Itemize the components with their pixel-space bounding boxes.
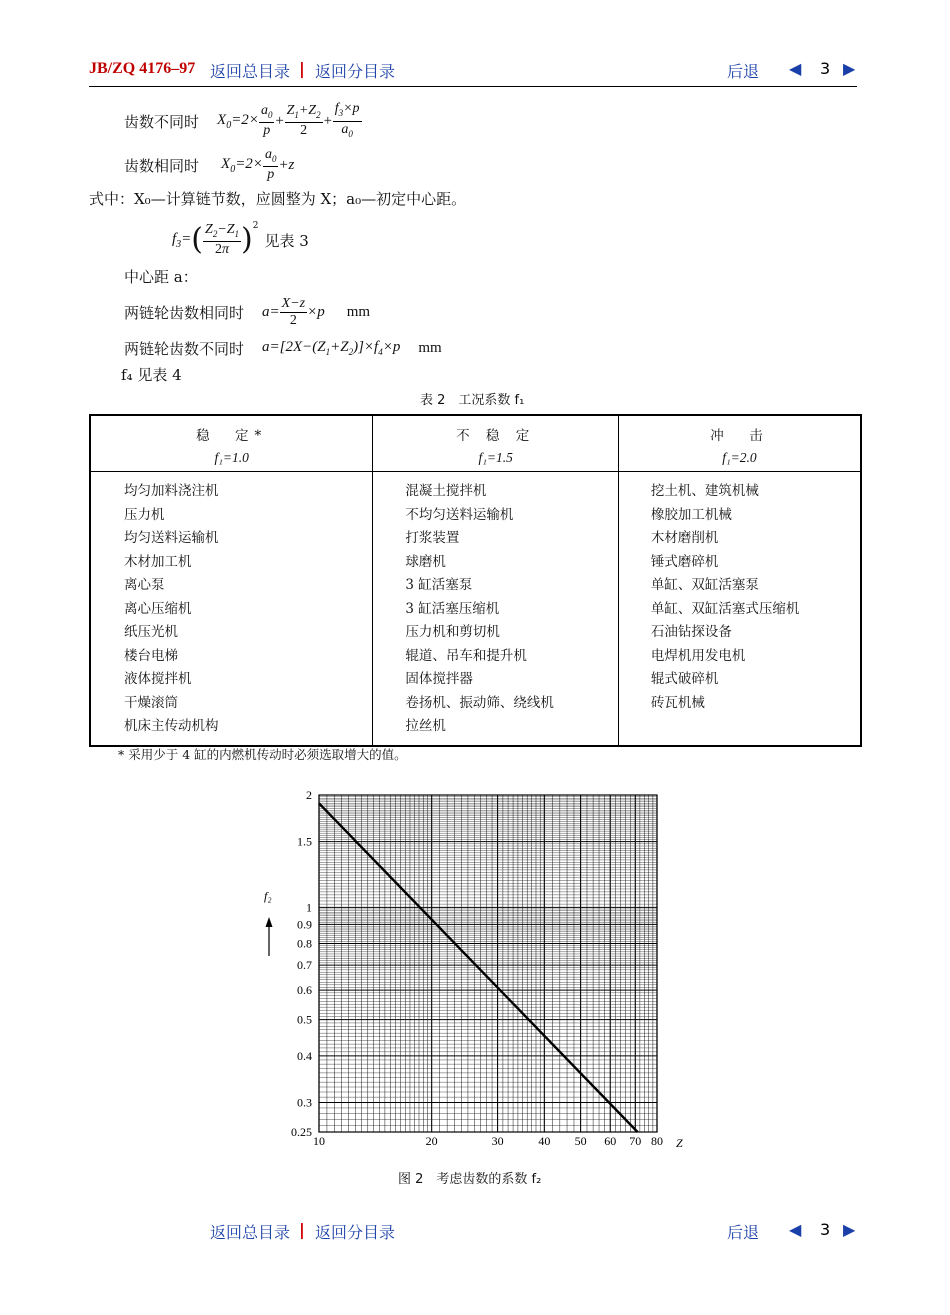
unit-mm-1: mm bbox=[346, 303, 371, 320]
x-tick-label: 50 bbox=[574, 1134, 587, 1148]
x-tick-label: 30 bbox=[491, 1134, 504, 1148]
list-item: 锤式磨碎机 bbox=[650, 553, 719, 570]
y-tick-label: 2 bbox=[306, 788, 312, 802]
list-item: 纸压光机 bbox=[124, 624, 178, 640]
col-steady-items bbox=[90, 472, 373, 746]
header-bar bbox=[89, 59, 859, 83]
footer-link-return-total-toc[interactable]: 返回总目录 bbox=[210, 1223, 291, 1242]
footer-back-link[interactable]: 后退 bbox=[727, 1223, 760, 1242]
list-item: 单缸、双缸活塞泵 bbox=[650, 577, 759, 593]
chart-series bbox=[319, 803, 638, 1132]
formula-a-same: 两链轮齿数相同时 a= $\frac{X-z}{2}$ ×p mm bbox=[124, 295, 371, 328]
y-axis-label: f₂ bbox=[264, 889, 272, 903]
f4-note: f₄ 见表 4 bbox=[121, 366, 182, 384]
chart-grid bbox=[319, 795, 657, 1132]
y-tick-label: 0.7 bbox=[297, 958, 312, 973]
list-item: 液体搅拌机 bbox=[124, 671, 192, 687]
f2-curve bbox=[319, 803, 638, 1132]
plot-frame bbox=[319, 795, 657, 1132]
list-item: 电焊机用发电机 bbox=[650, 647, 746, 664]
list-item: 混凝土搅拌机 bbox=[405, 483, 487, 499]
col-header-unsteady: 不 稳 定 f₁=1.5 bbox=[373, 415, 619, 472]
x-tick-label: 80 bbox=[651, 1134, 663, 1148]
y-tick-labels bbox=[291, 788, 312, 1139]
y-tick-label: 1 bbox=[306, 900, 312, 915]
list-item: 挖土机、建筑机械 bbox=[650, 483, 759, 499]
list-item: 固体搅拌器 bbox=[405, 671, 473, 687]
f3-note: 见表 3 bbox=[264, 231, 309, 250]
next-page-icon[interactable]: ▶ bbox=[843, 59, 856, 78]
y-tick-label: 0.4 bbox=[297, 1048, 312, 1063]
footer-link-return-sub-toc[interactable]: 返回分目录 bbox=[315, 1223, 396, 1242]
header-rule bbox=[89, 86, 857, 87]
x-tick-label: 60 bbox=[604, 1134, 617, 1148]
condition-factor-table bbox=[89, 414, 862, 747]
list-item: 均匀送料运输机 bbox=[124, 530, 219, 546]
where-text: 式中：X₀—计算链节数，应圆整为 X；a₀—初定中心距。 bbox=[89, 190, 467, 208]
list-item: 离心泵 bbox=[124, 577, 165, 593]
list-item: 楼台电梯 bbox=[124, 647, 178, 664]
list-item: 均匀加料浇注机 bbox=[124, 483, 219, 499]
center-distance-title: 中心距 a： bbox=[124, 268, 198, 286]
formula-a-diff: 两链轮齿数不同时 $a=[2X-(Z_1+Z_2)]\times f_4\times p$ mm bbox=[124, 339, 442, 358]
formula-x0-same: 齿数相同时 $X_0=2\times$ $\frac{a_0}{p}$ +z bbox=[124, 146, 295, 183]
list-item: 离心压缩机 bbox=[124, 600, 192, 617]
y-tick-label: 0.25 bbox=[291, 1125, 312, 1139]
list-item: 压力机 bbox=[124, 506, 165, 523]
list-item: 打浆装置 bbox=[405, 530, 460, 546]
list-item: 辊道、吊车和提升机 bbox=[405, 647, 527, 664]
col-header-steady: 稳 定* f₁=1.0 bbox=[90, 415, 373, 472]
formula-f3: $f_3=$ ( $\frac{Z_2-Z_1}{2\pi}$ ) $^2$ 见表 3 bbox=[172, 221, 309, 258]
figure-caption: 图 2 考虑齿数的系数 f₂ bbox=[398, 1172, 542, 1187]
x-tick-label: 20 bbox=[425, 1134, 438, 1148]
x-axis-label: Z bbox=[676, 1136, 683, 1150]
formula-diff-label: 齿数不同时 bbox=[124, 112, 200, 131]
y-tick-label: 0.9 bbox=[297, 917, 312, 932]
footer-page-number: 3 bbox=[820, 1220, 831, 1239]
list-item: 砖瓦机械 bbox=[650, 694, 705, 711]
standard-code: JB/ZQ 4176–97 bbox=[89, 60, 196, 77]
col-impact-items bbox=[618, 472, 861, 746]
list-item: 3 缸活塞泵 bbox=[405, 577, 473, 593]
table-title: 表 2 工况系数 f₁ bbox=[420, 393, 525, 408]
list-item: 辊式破碎机 bbox=[650, 671, 719, 687]
back-link[interactable]: 后退 bbox=[727, 62, 760, 81]
list-item: 橡胶加工机械 bbox=[650, 506, 732, 523]
unit-mm-2: mm bbox=[418, 339, 442, 356]
list-item: 球磨机 bbox=[405, 553, 446, 570]
footer-bar bbox=[89, 1220, 859, 1244]
y-tick-label: 0.3 bbox=[297, 1095, 312, 1110]
formula-same-label: 齿数相同时 bbox=[124, 156, 200, 175]
footer-next-page-icon[interactable]: ▶ bbox=[843, 1220, 856, 1239]
list-item: 压力机和剪切机 bbox=[405, 624, 500, 640]
formula-a-diff-label: 两链轮齿数不同时 bbox=[124, 339, 245, 358]
y-tick-label: 0.8 bbox=[297, 936, 312, 951]
col-unsteady-items bbox=[373, 472, 619, 746]
link-return-sub-toc[interactable]: 返回分目录 bbox=[315, 62, 396, 81]
list-item: 木材加工机 bbox=[124, 553, 192, 570]
list-item: 石油钻探设备 bbox=[650, 624, 732, 640]
page-number: 3 bbox=[820, 59, 831, 78]
link-separator: | bbox=[299, 59, 305, 78]
f2-chart bbox=[250, 785, 710, 1160]
col-header-impact: 冲 击 f₁=2.0 bbox=[618, 415, 861, 472]
prev-page-icon[interactable]: ◀ bbox=[789, 59, 802, 78]
y-axis-arrowhead bbox=[266, 917, 273, 927]
link-return-total-toc[interactable]: 返回总目录 bbox=[210, 62, 291, 81]
y-tick-label: 0.5 bbox=[297, 1012, 312, 1027]
list-item: 干燥滚筒 bbox=[124, 694, 178, 711]
list-item: 3 缸活塞压缩机 bbox=[405, 600, 500, 617]
x-tick-label: 10 bbox=[313, 1134, 325, 1148]
list-item: 木材磨削机 bbox=[650, 530, 719, 546]
footer-prev-page-icon[interactable]: ◀ bbox=[789, 1220, 802, 1239]
y-tick-label: 1.5 bbox=[297, 834, 312, 849]
formula-a-same-label: 两链轮齿数相同时 bbox=[124, 303, 245, 322]
y-tick-label: 0.6 bbox=[297, 983, 312, 998]
list-item: 卷扬机、振动筛、绕线机 bbox=[405, 694, 554, 711]
x-tick-labels bbox=[313, 1134, 663, 1148]
formula-x0-different: 齿数不同时 $X_0=2\times$ $\frac{a_0}{p}$ + $\frac{Z_1+Z_2}{2}$ + $\frac{f_3\times p}{a_0}$ bbox=[124, 100, 360, 139]
list-item: 单缸、双缸活塞式压缩机 bbox=[650, 600, 800, 617]
x-tick-label: 70 bbox=[629, 1134, 642, 1148]
table-footnote: * 采用少于 4 缸的内燃机传动时必须选取增大的值。 bbox=[118, 747, 407, 762]
list-item: 机床主传动机构 bbox=[124, 718, 219, 734]
x-tick-label: 40 bbox=[538, 1134, 551, 1148]
footer-link-separator: | bbox=[299, 1220, 305, 1239]
list-item: 拉丝机 bbox=[405, 718, 446, 734]
list-item: 不均匀送料运输机 bbox=[405, 506, 514, 523]
